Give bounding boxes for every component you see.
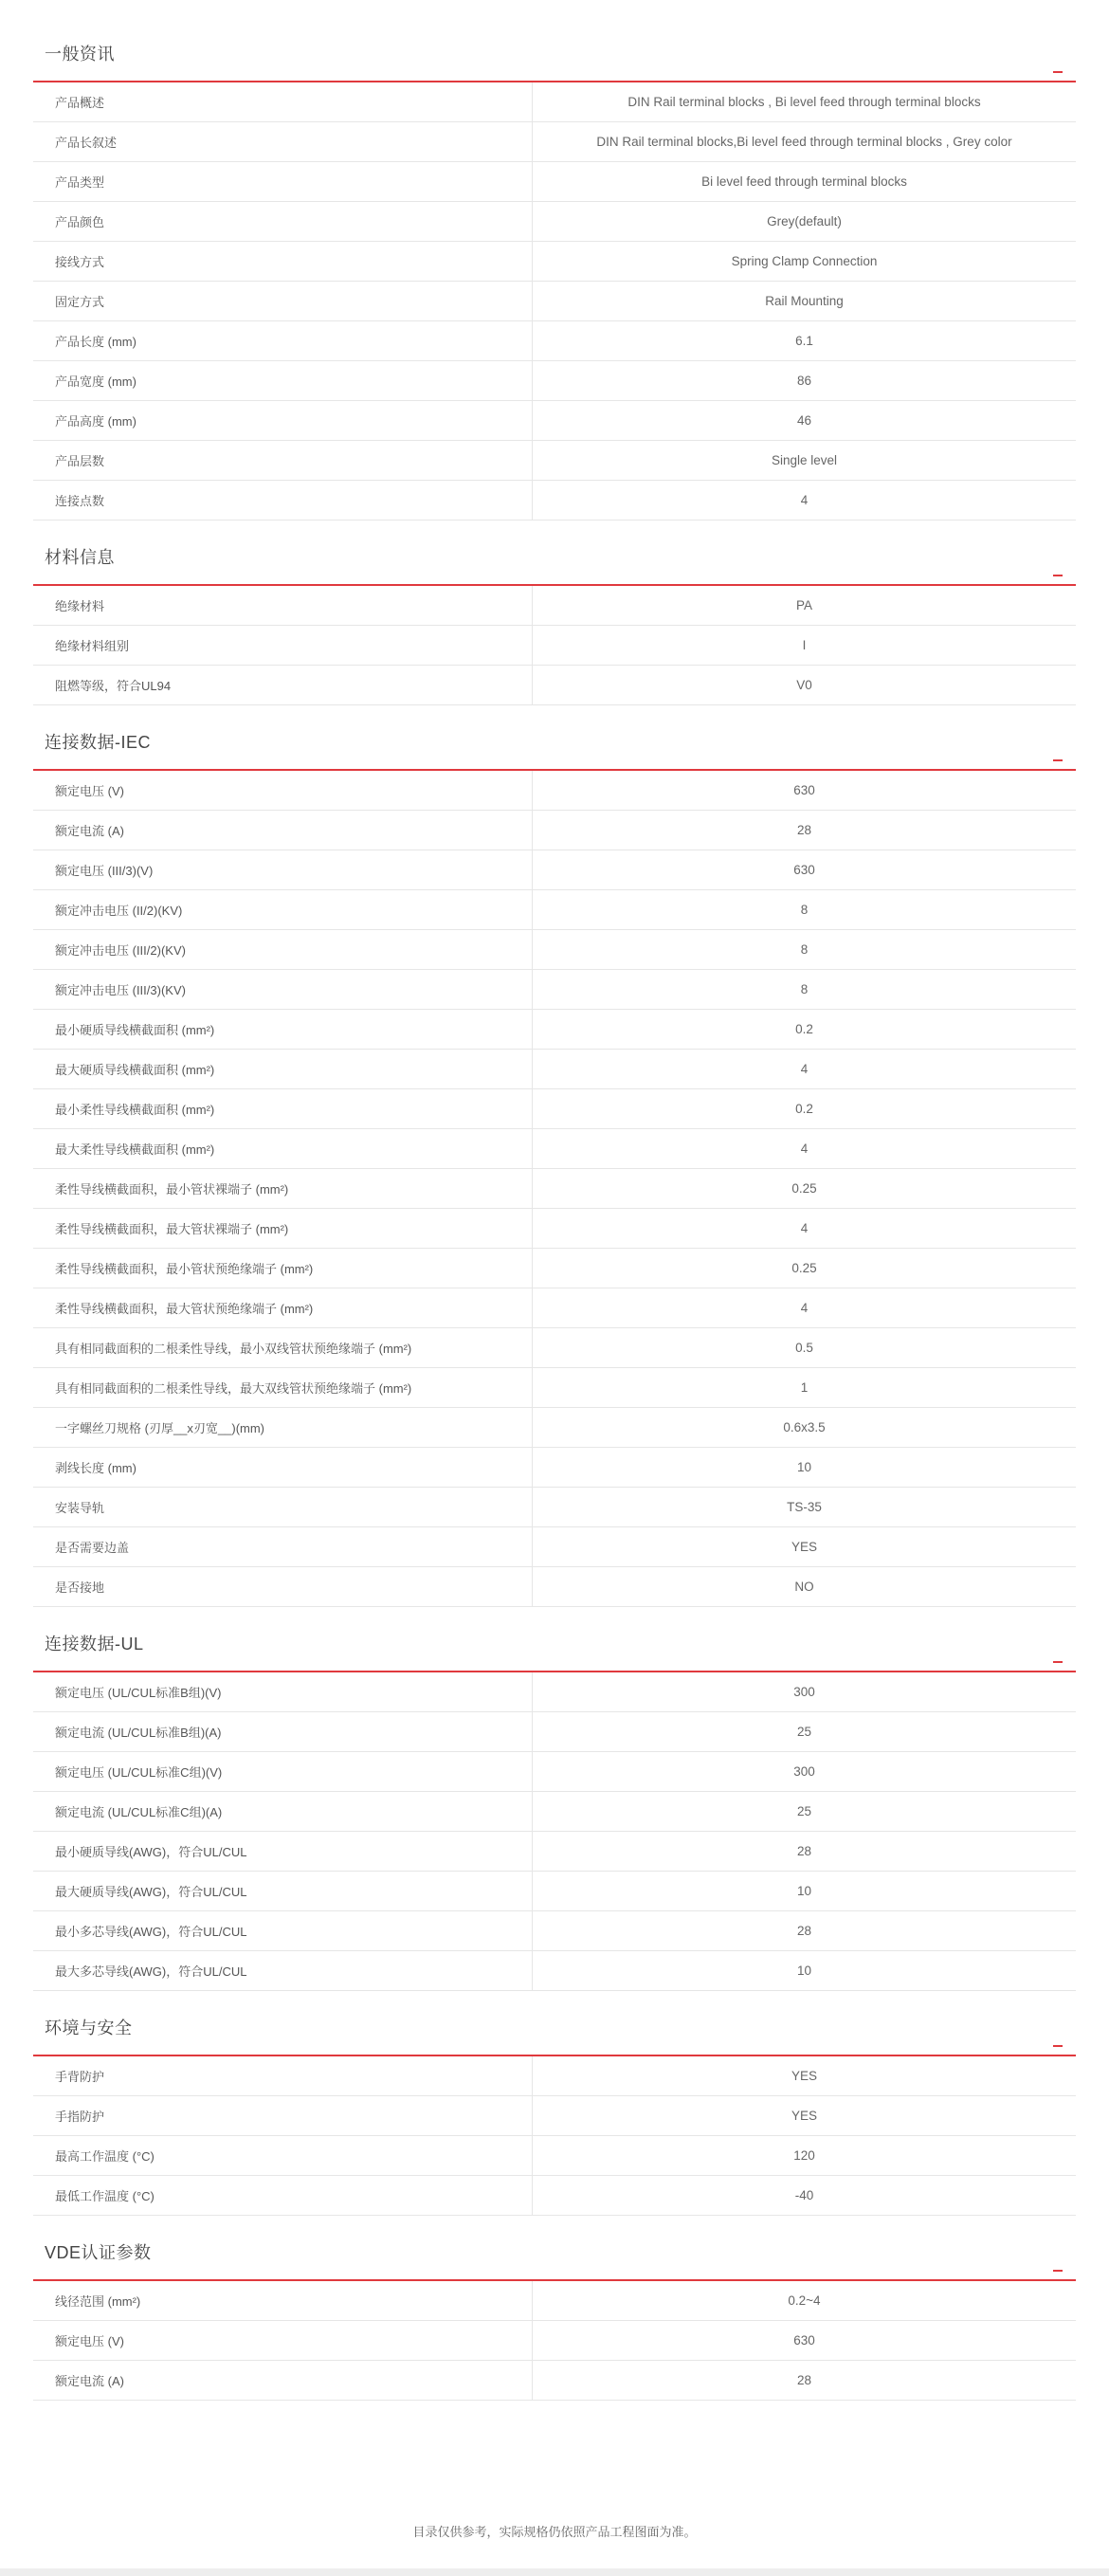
spec-value: 4 bbox=[800, 1221, 809, 1235]
spec-label: 最小多芯导线(AWG)，符合UL/CUL bbox=[33, 1911, 533, 1950]
spec-label: 最大硬质导线横截面积 (mm²) bbox=[33, 1050, 533, 1088]
spec-label: 额定电压 (UL/CUL标准B组)(V) bbox=[33, 1672, 533, 1711]
spec-row bbox=[33, 1288, 1076, 1328]
spec-label: 产品概述 bbox=[33, 82, 533, 121]
spec-value: NO bbox=[794, 1580, 814, 1594]
spec-label: 额定冲击电压 (II/2)(KV) bbox=[33, 890, 533, 929]
spec-label: 最低工作温度 (°C) bbox=[33, 2176, 533, 2215]
spec-row bbox=[33, 202, 1076, 242]
spec-row bbox=[33, 811, 1076, 850]
spec-value: Bi level feed through terminal blocks bbox=[701, 174, 907, 189]
spec-section bbox=[33, 503, 1076, 705]
spec-label: 手背防护 bbox=[33, 2056, 533, 2095]
spec-value: 10 bbox=[796, 1460, 812, 1474]
spec-label: 安装导轨 bbox=[33, 1488, 533, 1526]
spec-table bbox=[33, 1672, 1076, 1991]
spec-value: 86 bbox=[796, 374, 812, 388]
spec-label: 阻燃等级，符合UL94 bbox=[33, 666, 533, 704]
collapse-minus-icon[interactable] bbox=[1053, 1661, 1063, 1663]
spec-row bbox=[33, 771, 1076, 811]
spec-row bbox=[33, 2361, 1076, 2401]
spec-label: 额定电流 (A) bbox=[33, 811, 533, 850]
spec-row bbox=[33, 2281, 1076, 2321]
spec-row bbox=[33, 1792, 1076, 1832]
spec-row bbox=[33, 586, 1076, 626]
spec-label: 额定电流 (UL/CUL标准B组)(A) bbox=[33, 1712, 533, 1751]
spec-section bbox=[33, 0, 1076, 521]
spec-label: 产品宽度 (mm) bbox=[33, 361, 533, 400]
spec-value: V0 bbox=[796, 678, 812, 692]
spec-label: 手指防护 bbox=[33, 2096, 533, 2135]
spec-row bbox=[33, 890, 1076, 930]
spec-row bbox=[33, 1752, 1076, 1792]
collapse-minus-icon[interactable] bbox=[1053, 759, 1063, 761]
spec-label: 最小硬质导线(AWG)，符合UL/CUL bbox=[33, 1832, 533, 1871]
spec-value: DIN Rail terminal blocks , Bi level feed through terminal blocks bbox=[627, 95, 981, 109]
spec-label: 绝缘材料 bbox=[33, 586, 533, 625]
spec-row bbox=[33, 2136, 1076, 2176]
spec-label: 具有相同截面积的二根柔性导线，最小双线管状预绝缘端子 (mm²) bbox=[33, 1328, 533, 1367]
spec-value: 4 bbox=[800, 493, 809, 507]
spec-label: 额定电流 (A) bbox=[33, 2361, 533, 2400]
collapse-minus-icon[interactable] bbox=[1053, 575, 1063, 576]
spec-value: 28 bbox=[796, 1924, 812, 1938]
spec-value: Rail Mounting bbox=[765, 294, 844, 308]
spec-row bbox=[33, 2321, 1076, 2361]
spec-label: 固定方式 bbox=[33, 282, 533, 320]
spec-label: 最大硬质导线(AWG)，符合UL/CUL bbox=[33, 1872, 533, 1910]
spec-row bbox=[33, 441, 1076, 481]
spec-value: 0.6x3.5 bbox=[783, 1420, 826, 1434]
spec-row bbox=[33, 1249, 1076, 1288]
spec-row bbox=[33, 1328, 1076, 1368]
section-header bbox=[33, 1974, 1076, 2056]
section-header bbox=[33, 503, 1076, 586]
spec-row bbox=[33, 970, 1076, 1010]
spec-label: 具有相同截面积的二根柔性导线，最大双线管状预绝缘端子 (mm²) bbox=[33, 1368, 533, 1407]
spec-label: 一字螺丝刀规格 (刃厚__x刃宽__)(mm) bbox=[33, 1408, 533, 1447]
spec-label: 额定电压 (V) bbox=[33, 771, 533, 810]
spec-label: 产品高度 (mm) bbox=[33, 401, 533, 440]
spec-value: TS-35 bbox=[787, 1500, 822, 1514]
spec-value: 25 bbox=[796, 1725, 812, 1739]
spec-value: DIN Rail terminal blocks,Bi level feed through terminal blocks , Grey color bbox=[596, 135, 1012, 149]
spec-row bbox=[33, 1169, 1076, 1209]
spec-label: 最高工作温度 (°C) bbox=[33, 2136, 533, 2175]
spec-label: 柔性导线横截面积，最小管状预绝缘端子 (mm²) bbox=[33, 1249, 533, 1288]
spec-label: 绝缘材料组别 bbox=[33, 626, 533, 665]
spec-row bbox=[33, 282, 1076, 321]
spec-value: 0.2 bbox=[795, 1022, 813, 1036]
spec-value: 10 bbox=[796, 1884, 812, 1898]
spec-row bbox=[33, 1368, 1076, 1408]
spec-label: 产品层数 bbox=[33, 441, 533, 480]
spec-row bbox=[33, 626, 1076, 666]
section-title: 连接数据-IEC bbox=[45, 733, 151, 752]
spec-label: 产品颜色 bbox=[33, 202, 533, 241]
spec-row bbox=[33, 401, 1076, 441]
spec-label: 线径范围 (mm²) bbox=[33, 2281, 533, 2320]
spec-value: YES bbox=[791, 2069, 817, 2083]
section-header bbox=[33, 688, 1076, 771]
spec-label: 额定冲击电压 (III/2)(KV) bbox=[33, 930, 533, 969]
spec-table bbox=[33, 2056, 1076, 2216]
spec-row bbox=[33, 242, 1076, 282]
spec-value: 1 bbox=[800, 1380, 809, 1395]
spec-row bbox=[33, 2096, 1076, 2136]
spec-value: 6.1 bbox=[795, 334, 813, 348]
spec-value: 300 bbox=[793, 1685, 815, 1699]
spec-row bbox=[33, 1488, 1076, 1527]
spec-value: Single level bbox=[771, 453, 838, 467]
spec-value: 4 bbox=[800, 1301, 809, 1315]
spec-row bbox=[33, 321, 1076, 361]
spec-row bbox=[33, 1527, 1076, 1567]
spec-row bbox=[33, 1832, 1076, 1872]
spec-value: 25 bbox=[796, 1804, 812, 1818]
spec-row bbox=[33, 122, 1076, 162]
spec-value: 0.25 bbox=[791, 1181, 817, 1196]
spec-label: 是否需要边盖 bbox=[33, 1527, 533, 1566]
spec-label: 额定冲击电压 (III/3)(KV) bbox=[33, 970, 533, 1009]
section-title: 环境与安全 bbox=[45, 2019, 133, 2037]
spec-section bbox=[33, 2199, 1076, 2401]
spec-value: YES bbox=[791, 2109, 817, 2123]
spec-value: 0.2~4 bbox=[788, 2293, 821, 2308]
spec-value: 8 bbox=[800, 942, 809, 957]
spec-row bbox=[33, 1672, 1076, 1712]
spec-row bbox=[33, 1010, 1076, 1050]
spec-table bbox=[33, 771, 1076, 1607]
section-header bbox=[33, 0, 1076, 82]
spec-table bbox=[33, 82, 1076, 521]
spec-label: 接线方式 bbox=[33, 242, 533, 281]
spec-section bbox=[33, 688, 1076, 1607]
spec-label: 额定电压 (III/3)(V) bbox=[33, 850, 533, 889]
spec-row bbox=[33, 930, 1076, 970]
spec-value: 630 bbox=[793, 783, 815, 797]
spec-row bbox=[33, 1129, 1076, 1169]
spec-row bbox=[33, 162, 1076, 202]
collapse-minus-icon[interactable] bbox=[1053, 71, 1063, 73]
collapse-minus-icon[interactable] bbox=[1053, 2045, 1063, 2047]
spec-value: 0.25 bbox=[791, 1261, 817, 1275]
spec-label: 额定电压 (UL/CUL标准C组)(V) bbox=[33, 1752, 533, 1791]
spec-value: 28 bbox=[796, 1844, 812, 1858]
spec-label: 柔性导线横截面积，最大管状裸端子 (mm²) bbox=[33, 1209, 533, 1248]
spec-row bbox=[33, 1089, 1076, 1129]
spec-label: 是否接地 bbox=[33, 1567, 533, 1606]
spec-value: PA bbox=[795, 598, 812, 612]
spec-value: 0.5 bbox=[795, 1341, 813, 1355]
spec-value: 630 bbox=[793, 2333, 815, 2348]
spec-row bbox=[33, 1050, 1076, 1089]
spec-value: 46 bbox=[796, 413, 812, 428]
spec-row bbox=[33, 1712, 1076, 1752]
spec-label: 柔性导线横截面积，最大管状预绝缘端子 (mm²) bbox=[33, 1288, 533, 1327]
spec-value: 630 bbox=[793, 863, 815, 877]
spec-value: 120 bbox=[793, 2148, 815, 2163]
spec-value: 4 bbox=[800, 1142, 809, 1156]
footer-note: 目录仅供参考，实际规格仍依照产品工程图面为准。 bbox=[412, 2525, 697, 2539]
spec-table bbox=[33, 2281, 1076, 2401]
spec-value: 28 bbox=[796, 2373, 812, 2387]
spec-value: 4 bbox=[800, 1062, 809, 1076]
spec-section bbox=[33, 1590, 1076, 1991]
spec-value: Spring Clamp Connection bbox=[731, 254, 878, 268]
spec-label: 产品长度 (mm) bbox=[33, 321, 533, 360]
spec-label: 产品长叙述 bbox=[33, 122, 533, 161]
spec-row bbox=[33, 361, 1076, 401]
spec-section bbox=[33, 1974, 1076, 2216]
spec-value: I bbox=[802, 638, 807, 652]
spec-label: 最小柔性导线横截面积 (mm²) bbox=[33, 1089, 533, 1128]
collapse-minus-icon[interactable] bbox=[1053, 2270, 1063, 2272]
section-title: 连接数据-UL bbox=[45, 1635, 144, 1653]
spec-row bbox=[33, 1872, 1076, 1911]
spec-value: 8 bbox=[800, 903, 809, 917]
section-header bbox=[33, 2199, 1076, 2281]
spec-value: 10 bbox=[796, 1964, 812, 1978]
spec-label: 连接点数 bbox=[33, 481, 533, 520]
spec-label: 额定电流 (UL/CUL标准C组)(A) bbox=[33, 1792, 533, 1831]
spec-label: 最大柔性导线横截面积 (mm²) bbox=[33, 1129, 533, 1168]
spec-value: 300 bbox=[793, 1764, 815, 1779]
spec-label: 产品类型 bbox=[33, 162, 533, 201]
spec-label: 柔性导线横截面积，最小管状裸端子 (mm²) bbox=[33, 1169, 533, 1208]
section-title: 一般资讯 bbox=[45, 45, 115, 64]
spec-label: 剥线长度 (mm) bbox=[33, 1448, 533, 1487]
section-title: VDE认证参数 bbox=[45, 2243, 152, 2262]
spec-value: 8 bbox=[800, 982, 809, 996]
spec-label: 最小硬质导线横截面积 (mm²) bbox=[33, 1010, 533, 1049]
spec-label: 最大多芯导线(AWG)，符合UL/CUL bbox=[33, 1951, 533, 1990]
spec-value: YES bbox=[791, 1540, 817, 1554]
spec-value: -40 bbox=[794, 2188, 814, 2202]
section-header bbox=[33, 1590, 1076, 1672]
spec-row bbox=[33, 82, 1076, 122]
spec-row bbox=[33, 1448, 1076, 1488]
spec-row bbox=[33, 1911, 1076, 1951]
spec-row bbox=[33, 1408, 1076, 1448]
spec-label: 额定电压 (V) bbox=[33, 2321, 533, 2360]
section-title: 材料信息 bbox=[45, 548, 115, 567]
spec-value: Grey(default) bbox=[767, 214, 842, 228]
spec-row bbox=[33, 1209, 1076, 1249]
spec-row bbox=[33, 850, 1076, 890]
spec-value: 28 bbox=[796, 823, 812, 837]
spec-value: 0.2 bbox=[795, 1102, 813, 1116]
bottom-bar bbox=[0, 2568, 1109, 2576]
spec-row bbox=[33, 2056, 1076, 2096]
spec-sheet bbox=[33, 0, 1076, 2401]
